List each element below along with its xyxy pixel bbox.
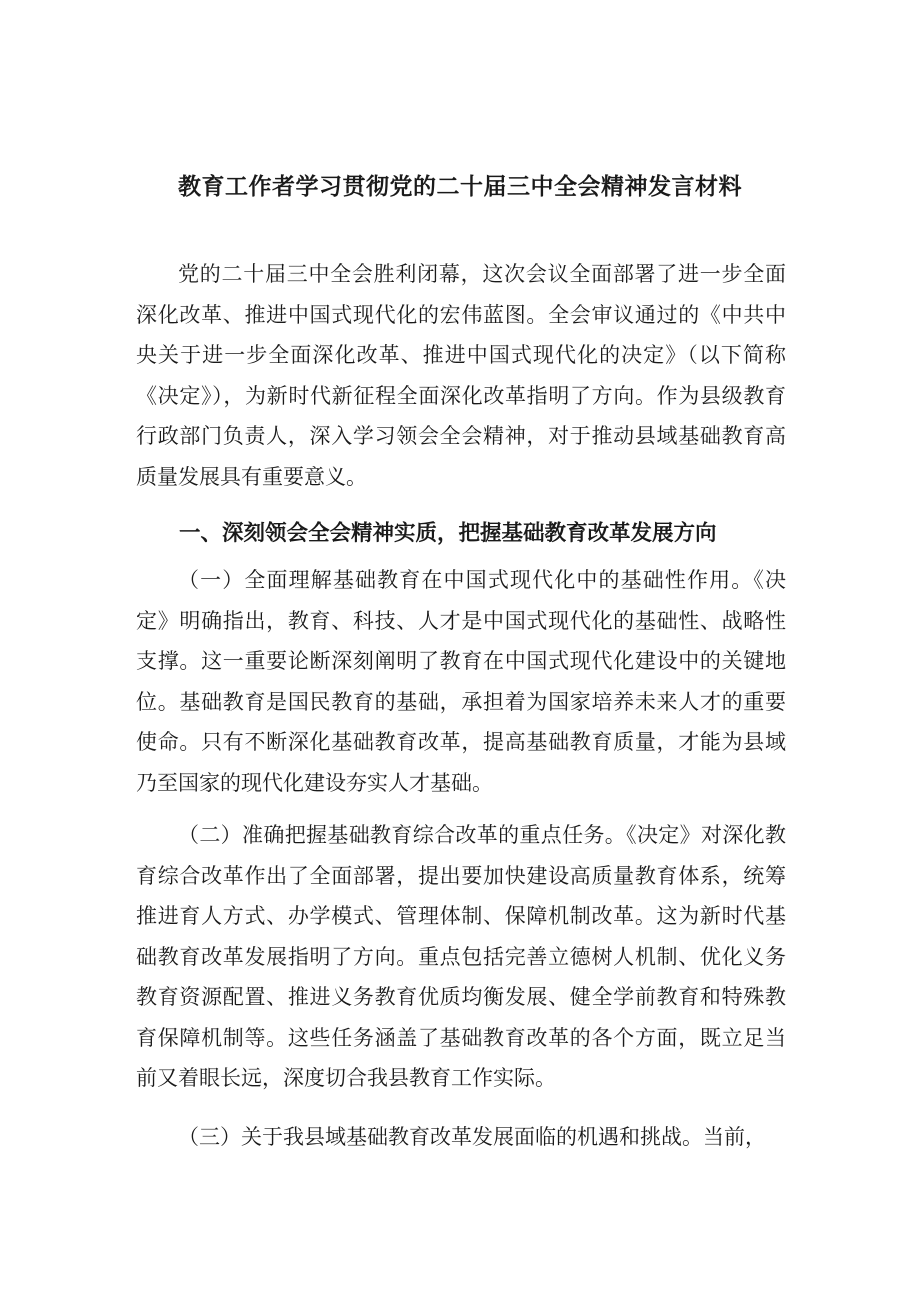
paragraph-item-3: （三）关于我县域基础教育改革发展面临的机遇和挑战。当前， <box>178 1125 766 1149</box>
paragraph-item-1: （一）全面理解基础教育在中国式现代化中的基础性作用。《决定》明确指出，教育、科技、人才是中国式现代化的基础性、战略性支撑。这一重要论断深刻阐明了教育在中国式现代化建设中的关键地位。基础教育是国民教育的基础，承担着为国家培养未来人才的重要使命。只有不断深化基础教育改革，提高基础教育质量，才能为县域乃至国家的现代化建设夯实人才基础。 <box>136 568 786 795</box>
section-heading-1: 一、深刻领会全会精神实质，把握基础教育改革发展方向 <box>179 521 717 546</box>
document-title: 教育工作者学习贯彻党的二十届三中全会精神发言材料 <box>178 174 742 200</box>
paragraph-item-2: （二）准确把握基础教育综合改革的重点任务。《决定》对深化教育综合改革作出了全面部署，提出要加快建设高质量教育体系，统筹推进育人方式、办学模式、管理体制、保障机制改革。这为新时代基础教育改革发展指明了方向。重点包括完善立德树人机制、优化义务教育资源配置、推进义务教育优质均衡发展、健全学前教育和特殊教育保障机制等。这些任务涵盖了基础教育改革的各个方面，既立足当前又着眼长远，深度切合我县教育工作实际。 <box>136 823 786 1090</box>
intro-paragraph: 党的二十届三中全会胜利闭幕，这次会议全面部署了进一步全面深化改革、推进中国式现代化的宏伟蓝图。全会审议通过的《中共中央关于进一步全面深化改革、推进中国式现代化的决定》（以下简称《决定》），为新时代新征程全面深化改革指明了方向。作为县级教育行政部门负责人，深入学习领会全会精神，对于推动县域基础教育高质量发展具有重要意义。 <box>136 262 786 489</box>
